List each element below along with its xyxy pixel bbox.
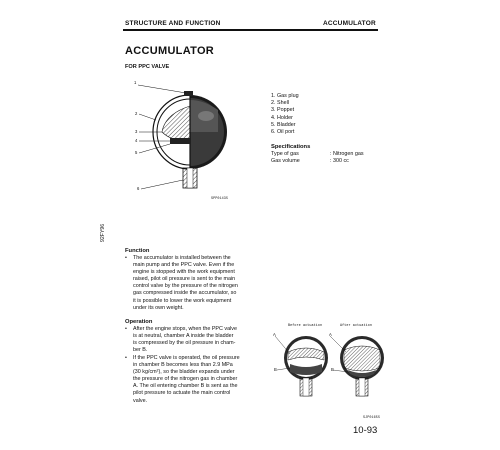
operation-heading: Operation [125,319,153,325]
operation-line: pilot pressure to actuate the main control [133,390,231,397]
before-actuation-caption: Before actuation [288,324,323,328]
callout-6: 6 [137,186,140,191]
callout-2: 2 [135,111,138,116]
callout-3: 3 [135,129,138,134]
bullet: • [125,355,127,361]
operation-figure-code: SJP01655 [363,416,381,420]
function-heading: Function [125,248,150,254]
parts-list [271,93,299,136]
parts-item: 4. Holder [271,114,293,121]
spec-volume-value: : 300 cc [330,158,349,164]
function-line: The accumulator is installed between the [133,255,231,261]
function-line: gas compressed inside the accumulator, so [133,290,237,297]
parts-item: 2. Shell [271,100,289,107]
header-rule [123,29,378,31]
operation-line: After the engine stops, when the PPC valve [133,326,237,332]
after-actuation-caption: After actuation [340,324,373,328]
operation-line: the pressure of the nitrogen gas in chamber [133,376,238,383]
operation-line: A. The oil entering chamber B is sent as the [133,383,238,390]
chamber-a-label-after: A [329,332,332,337]
bullet: • [125,255,127,261]
spec-type-value: : Nitrogen gas [330,151,364,157]
operation-line: If the PPC valve is operated, the oil pressure [133,355,240,361]
spec-type-label: Type of gas [271,151,299,157]
chamber-a-label-before: A [273,332,276,337]
chamber-b-label-before: B [274,367,277,372]
chamber-b-label-after: B [331,367,334,372]
parts-item: 5. Bladder [271,121,296,128]
parts-item: 6. Oil port [271,129,295,136]
function-line: engine is stopped with the work equipment [133,269,235,276]
callout-1: 1 [134,80,137,85]
operation-item-1 [125,326,270,356]
header-chapter-title: ACCUMULATOR [323,20,376,27]
page-subtitle: FOR PPC VALVE [125,64,170,70]
figure-code: SPP01435 [211,197,229,201]
callout-5: 5 [135,150,138,155]
function-line: raised, pilot oil pressure is sent to the main [133,276,236,283]
operation-line: valve. [133,397,148,404]
function-line: under its own weight. [133,304,184,311]
page-number: 10-93 [353,425,378,436]
operation-line: ber B. [133,347,148,354]
function-line: control valve by the pressure of the nitrogen [133,283,238,290]
specs-heading: Specifications [271,144,311,150]
operation-item-2 [125,355,270,410]
operation-line: (30 kg/cm²), so the bladder expands under [133,369,235,376]
operation-line: is compressed by the oil pressure in cham- [133,340,236,347]
spec-volume-label: Gas volume [271,158,300,164]
side-code: 92FY96 [100,223,106,242]
function-line: it is possible to lower the work equipment [133,297,232,304]
bullet: • [125,326,127,332]
function-line: main pump and the PPC valve. Even if the [133,262,235,269]
accumulator-figure [110,80,255,205]
operation-line: in chamber B becomes less than 2.9 MPa [133,362,233,369]
callout-4: 4 [135,138,138,143]
function-body [125,255,270,325]
header-section-title: STRUCTURE AND FUNCTION [125,20,221,27]
parts-item: 3. Poppet [271,107,295,114]
operation-line: is at neutral, chamber A inside the bladder [133,333,234,340]
parts-item: 1. Gas plug [271,93,299,99]
page-title: ACCUMULATOR [125,45,215,57]
